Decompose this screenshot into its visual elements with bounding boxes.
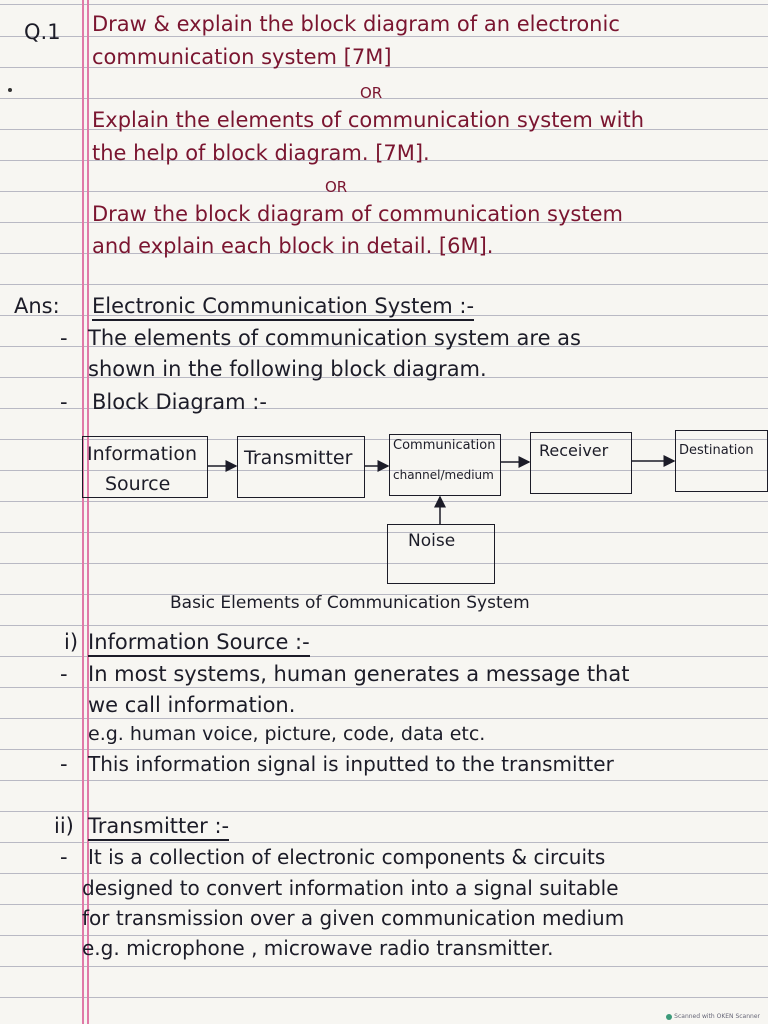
section-2-para-1-line-2: designed to convert information into a signal suitable <box>82 876 619 900</box>
question-3-line-2: and explain each block in detail. [6M]. <box>92 234 494 258</box>
answer-bullet-1-line-1: The elements of communication system are as <box>88 326 581 350</box>
section-1-para-2: This information signal is inputted to the transmitter <box>88 752 614 776</box>
question-2-line-1: Explain the elements of communication system with <box>92 108 645 132</box>
scanner-text: Scanned with OKEN Scanner <box>674 1013 760 1020</box>
or-separator-2: OR <box>325 178 348 196</box>
receiver-label: Receiver <box>539 441 609 460</box>
bullet-dash: - <box>60 845 68 869</box>
question-label: Q.1 <box>24 20 61 44</box>
destination-label: Destination <box>679 443 754 458</box>
transmitter-label: Transmitter <box>244 447 353 469</box>
section-1-para-1-line-1: In most systems, human generates a message that <box>88 662 630 686</box>
question-1-line-2: communication system [7M] <box>92 45 392 69</box>
answer-bullet-1-line-2: shown in the following block diagram. <box>88 357 487 381</box>
answer-heading: Electronic Communication System :- <box>92 294 474 321</box>
bullet-dash: - <box>60 326 68 350</box>
block-diagram-label: Block Diagram :- <box>92 390 267 414</box>
section-2-example: e.g. microphone , microwave radio transmitter. <box>82 936 554 960</box>
diagram-caption: Basic Elements of Communication System <box>170 593 530 613</box>
section-1-para-1-line-2: we call information. <box>88 693 296 717</box>
bullet-dash: - <box>60 752 68 776</box>
noise-label: Noise <box>408 531 456 551</box>
section-2-number: ii) <box>54 814 74 838</box>
question-2-line-2: the help of block diagram. [7M]. <box>92 141 430 165</box>
communication-channel-label-1: Communication <box>393 438 496 453</box>
or-separator-1: OR <box>360 84 383 102</box>
section-1-number: i) <box>64 630 79 654</box>
section-1-title: Information Source :- <box>88 630 310 657</box>
information-source-label-1: Information <box>87 443 197 465</box>
question-3-line-1: Draw the block diagram of communication system <box>92 202 623 226</box>
section-2-title: Transmitter :- <box>88 814 229 841</box>
section-2-para-1-line-1: It is a collection of electronic components & circuits <box>88 845 606 869</box>
answer-label: Ans: <box>14 294 60 318</box>
bullet-dash: - <box>60 662 68 686</box>
question-1-line-1: Draw & explain the block diagram of an electronic <box>92 12 620 36</box>
section-1-example: e.g. human voice, picture, code, data etc. <box>88 723 486 745</box>
communication-channel-label-2: channel/medium <box>393 468 494 482</box>
information-source-label-2: Source <box>105 473 171 495</box>
section-2-para-1-line-3: for transmission over a given communication medium <box>82 906 625 930</box>
scanner-logo-icon <box>666 1014 672 1020</box>
scanner-watermark <box>666 1013 760 1020</box>
bullet-dash: - <box>60 390 68 414</box>
